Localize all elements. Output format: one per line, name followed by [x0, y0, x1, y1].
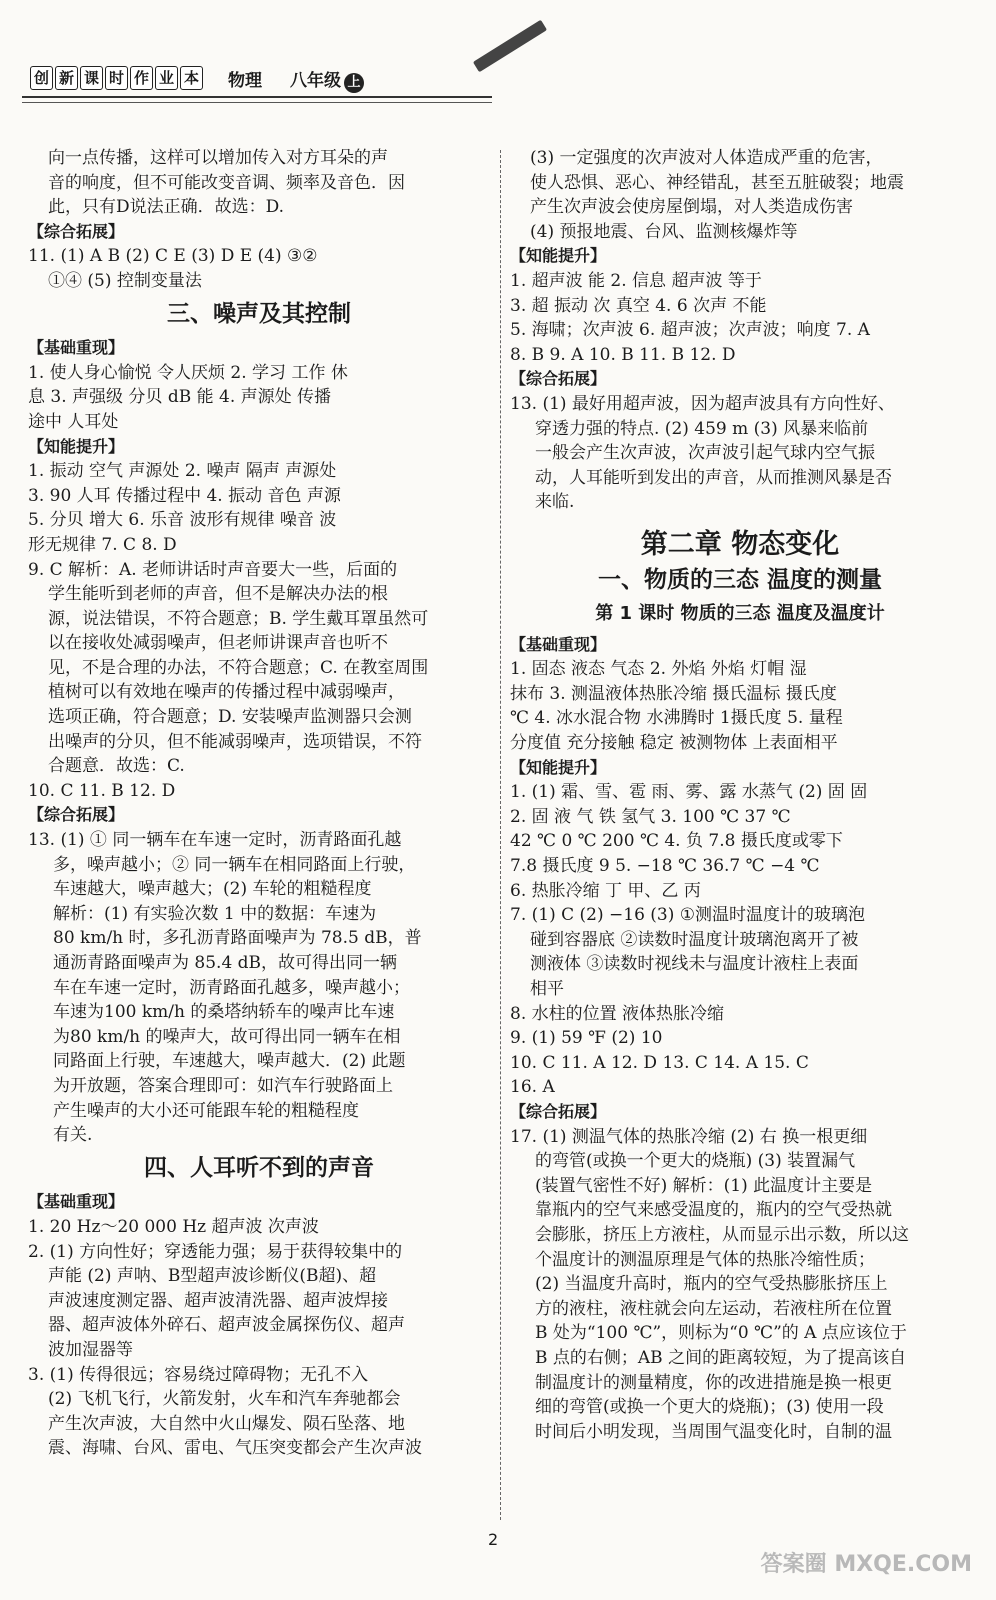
answer-line: 11. (1) A B (2) C E (3) D E (4) ③② [28, 246, 318, 267]
answer-line: 制温度计的测量精度，你的改进措施是换一根更 [535, 1372, 892, 1393]
answer-line: 细的弯管(或换一个更大的烧瓶)；(3) 使用一段 [535, 1397, 884, 1418]
answer-line: 碰到容器底 ②读数时温度计玻璃泡离开了被 [530, 929, 859, 950]
answer-line: (装置气密性不好) 解析：(1) 此温度计主要是 [535, 1175, 873, 1196]
answer-line: 产生次声波，大自然中火山爆发、陨石坠落、地 [48, 1413, 405, 1434]
answer-line: 一般会产生次声波，次声波引起气球内空气振 [535, 443, 875, 464]
answer-line: 6. 热胀冷缩 丁 甲、乙 丙 [510, 880, 701, 901]
answer-line: 7. (1) C (2) −16 (3) ①测温时温度计的玻璃泡 [510, 905, 866, 926]
answer-line: 器、超声波体外碎石、超声波金属探伤仪、超声 [48, 1315, 405, 1336]
page-number: 2 [488, 1530, 499, 1549]
header-rule [22, 96, 492, 98]
answer-line: (3) 一定强度的次声波对人体造成严重的危害， [530, 148, 883, 168]
answer-line: 学生能听到老师的声音，但不是解决办法的根 [48, 584, 388, 605]
answer-line: 合题意．故选：C. [48, 756, 185, 777]
lesson-heading: 第 1 课时 物质的三态 温度及温度计 [595, 603, 885, 625]
answer-line: 分度值 充分接触 稳定 被测物体 上表面相平 [510, 733, 838, 754]
brand-char: 时 [105, 66, 128, 90]
answer-line: 1. 超声波 能 2. 信息 超声波 等于 [510, 270, 762, 291]
answer-line: 9. (1) 59 ℉ (2) 10 [510, 1028, 663, 1049]
answer-line: (2) 飞机飞行，火箭发射，火车和汽车奔驰都会 [48, 1389, 401, 1410]
section-label: 【知能提升】 [28, 436, 125, 456]
brand-char: 本 [180, 66, 203, 90]
answer-line: 9. C 解析：A. 老师讲话时声音要大一些，后面的 [28, 559, 398, 580]
grade-text: 八年级 [290, 71, 341, 91]
answer-line: 16. A [510, 1077, 555, 1098]
answer-line: 途中 人耳处 [28, 411, 119, 432]
chapter-heading: 第二章 物态变化 [640, 528, 840, 560]
answer-line: 1. 使人身心愉悦 令人厌烦 2. 学习 工作 休 [28, 362, 348, 383]
answer-line: 穿透力强的特点. (2) 459 m (3) 风暴来临前 [535, 418, 869, 439]
answer-line: 2. 固 液 气 铁 氢气 3. 100 ℃ 37 ℃ [510, 806, 791, 827]
answer-line: 3. 超 振动 次 真空 4. 6 次声 不能 [510, 295, 767, 316]
answer-line: B 处为“100 ℃”，则标为“0 ℃”的 A 点应该位于 [535, 1323, 907, 1344]
section-label: 【综合拓展】 [510, 1101, 607, 1121]
brand-char: 创 [30, 66, 53, 90]
answer-line: 来临. [535, 492, 575, 513]
answer-line: 3. (1) 传得很远；容易绕过障碍物；无孔不入 [28, 1364, 369, 1385]
answer-line: 1. (1) 霜、雪、雹 雨、雾、露 水蒸气 (2) 固 固 [510, 782, 868, 803]
answer-line: 5. 海啸；次声波 6. 超声波；次声波；响度 7. A [510, 320, 870, 341]
brand-char: 作 [130, 66, 153, 90]
answer-line: 相平 [530, 979, 564, 999]
answer-line: 13. (1) ① 同一辆车在车速一定时，沥青路面孔越 [28, 830, 402, 851]
answer-line: 多，噪声越小；② 同一辆车在相同路面上行驶， [53, 854, 416, 875]
pencil-icon [473, 20, 547, 73]
answer-line: 使人恐惧、恶心、神经错乱，甚至五脏破裂；地震 [530, 172, 904, 193]
answer-line: 为80 km/h 的噪声大，故可得出同一辆车在相 [53, 1026, 401, 1047]
answer-line: 会膨胀，挤压上方液柱，从而显示出示数，所以这 [535, 1224, 909, 1245]
brand-char: 新 [55, 66, 78, 90]
header-rule-thin [22, 102, 492, 103]
answer-line: 方的液柱，液柱就会向左运动，若液柱所在位置 [535, 1298, 892, 1319]
answer-line: 波加湿器等 [48, 1339, 133, 1360]
answer-line: (2) 当温度升高时，瓶内的空气受热膨胀挤压上 [535, 1274, 888, 1295]
answer-line: 测液体 ③读数时视线未与温度计液柱上表面 [530, 954, 859, 975]
answer-line: 8. 水柱的位置 液体热胀冷缩 [510, 1003, 725, 1024]
answer-line: 为开放题，答案合理即可：如汽车行驶路面上 [53, 1075, 393, 1096]
answer-line: 声能 (2) 声呐、B型超声波诊断仪(B超)、超 [48, 1266, 377, 1287]
answer-line: 车在车速一定时，沥青路面孔越多，噪声越小； [53, 977, 410, 998]
volume-badge: 上 [344, 73, 364, 93]
answer-line: 13. (1) 最好用超声波，因为超声波具有方向性好、 [510, 393, 895, 414]
section-heading: 三、噪声及其控制 [167, 300, 351, 327]
grade-label [290, 66, 364, 93]
answer-line: 1. 振动 空气 声源处 2. 噪声 隔声 声源处 [28, 461, 337, 482]
answer-line: 源，说法错误，不符合题意；B. 学生戴耳罩虽然可 [48, 608, 429, 629]
answer-line: 声波速度测定器、超声波清洗器、超声波焊接 [48, 1290, 388, 1311]
watermark-logo: 答案圈 MXQE.COM [760, 1552, 972, 1577]
answer-line: 形无规律 7. C 8. D [28, 534, 177, 555]
answer-line: (4) 预报地震、台风、监测核爆炸等 [530, 221, 798, 242]
right-column [510, 146, 970, 1444]
answer-line: 靠瓶内的空气来感受温度的，瓶内的空气受热就 [535, 1200, 892, 1221]
answer-line: 此，只有D说法正确．故选：D. [48, 197, 285, 218]
subject-label: 物理 [228, 71, 262, 91]
answer-line: 时间后小明发现，当周围气温变化时，自制的温 [535, 1421, 892, 1442]
answer-line: 10. C 11. A 12. D 13. C 14. A 15. C [510, 1052, 809, 1073]
answer-line: 产生次声波会使房屋倒塌，对人类造成伤害 [530, 197, 853, 218]
answer-line: 通沥青路面噪声为 85.4 dB，故可得出同一辆 [53, 953, 398, 973]
section-heading: 一、物质的三态 温度的测量 [597, 566, 882, 593]
book-brand [30, 66, 205, 90]
answer-line: 2. (1) 方向性好；穿透能力强；易于获得较集中的 [28, 1241, 403, 1262]
answer-line: 息 3. 声强级 分贝 dB 能 4. 声源处 传播 [28, 387, 332, 408]
answer-line: ℃ 4. 冰水混合物 水沸腾时 1摄氏度 5. 量程 [510, 708, 843, 729]
answer-line: 解析：(1) 有实验次数 1 中的数据：车速为 [53, 903, 377, 924]
answer-line: 个温度计的测温原理是气体的热胀冷缩性质； [535, 1249, 875, 1270]
answer-line: 产生噪声的大小还可能跟车轮的粗糙程度 [53, 1100, 359, 1121]
answer-line: 车速为100 km/h 的桑塔纳轿车的噪声比车速 [53, 1002, 395, 1023]
section-label: 【基础重现】 [510, 634, 607, 654]
answer-line: 8. B 9. A 10. B 11. B 12. D [510, 344, 736, 365]
answer-line: 的弯管(或换一个更大的烧瓶) (3) 装置漏气 [535, 1151, 856, 1172]
answer-line: 音的响度，但不可能改变音调、频率及音色．因 [48, 172, 405, 193]
answer-line: 动，人耳能听到发出的声音，从而推测风暴是否 [535, 467, 892, 488]
column-divider [500, 150, 501, 1520]
section-label: 【基础重现】 [28, 338, 125, 358]
answer-line: 1. 20 Hz～20 000 Hz 超声波 次声波 [28, 1216, 319, 1237]
answer-line: 10. C 11. B 12. D [28, 780, 176, 801]
section-label: 【综合拓展】 [510, 369, 607, 389]
answer-line: 3. 90 人耳 传播过程中 4. 振动 音色 声源 [28, 485, 341, 506]
brand-char: 课 [80, 66, 103, 90]
answer-line: 同路面上行驶，车速越大，噪声越大．(2) 此题 [53, 1051, 406, 1072]
answer-line: 42 ℃ 0 ℃ 200 ℃ 4. 负 7.8 摄氏度或零下 [510, 831, 843, 852]
section-label: 【知能提升】 [510, 757, 607, 777]
answer-line: 17. (1) 测温气体的热胀冷缩 (2) 右 换一根更细 [510, 1126, 868, 1147]
answer-line: 植树可以有效地在噪声的传播过程中减弱噪声， [48, 682, 405, 703]
answer-line: 车速越大，噪声越大；(2) 车轮的粗糙程度 [53, 879, 372, 900]
answer-line: B 点的右侧；AB 之间的距离较短，为了提高该自 [535, 1347, 907, 1368]
section-label: 【综合拓展】 [28, 221, 125, 241]
answer-line: 抹布 3. 测温液体热胀冷缩 摄氏温标 摄氏度 [510, 683, 837, 704]
page-header [0, 0, 996, 110]
brand-char: 业 [155, 66, 178, 90]
answer-line: 以在接收处减弱噪声，但老师讲课声音也听不 [48, 633, 388, 654]
answer-line: 见，不是合理的办法，不符合题意；C. 在教室周围 [48, 657, 429, 678]
answer-line: 震、海啸、台风、雷电、气压突变都会产生次声波 [48, 1438, 422, 1459]
section-heading: 四、人耳听不到的声音 [144, 1154, 374, 1181]
answer-line: ①④ (5) 控制变量法 [48, 270, 202, 291]
answer-line: 向一点传播，这样可以增加传入对方耳朵的声 [48, 148, 388, 168]
answer-line: 7.8 摄氏度 9 5. −18 ℃ 36.7 ℃ −4 ℃ [510, 856, 820, 877]
left-column [28, 146, 490, 1461]
answer-line: 1. 固态 液态 气态 2. 外焰 外焰 灯帽 湿 [510, 659, 807, 680]
answer-line: 80 km/h 时，多孔沥青路面噪声为 78.5 dB，普 [53, 928, 422, 949]
section-label: 【综合拓展】 [28, 805, 125, 825]
section-label: 【知能提升】 [510, 246, 607, 266]
answer-line: 选项正确，符合题意；D. 安装噪声监测器只会测 [48, 707, 412, 728]
answer-line: 5. 分贝 增大 6. 乐音 波形有规律 噪音 波 [28, 510, 337, 531]
answer-line: 有关. [53, 1125, 93, 1146]
answer-line: 出噪声的分贝，但不能减弱噪声，选项错误，不符 [48, 731, 422, 752]
section-label: 【基础重现】 [28, 1192, 125, 1212]
